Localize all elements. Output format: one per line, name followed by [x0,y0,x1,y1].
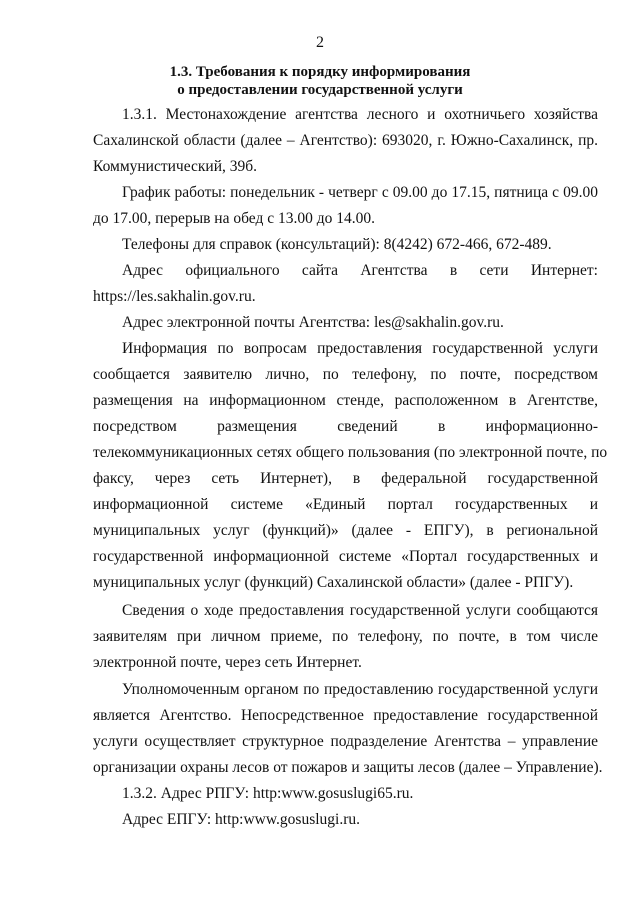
text-line: Информация по вопросам предоставления государственной услуги [122,340,598,357]
text-line: Уполномоченным органом по предоставлению государственной услуги [122,681,598,698]
text-line: факсу, через сеть Интернет), в федеральной государственной [93,470,598,487]
text-line: является Агентство. Непосредственное предоставление государственной [93,707,598,724]
text-line: посредством размещения сведений в информационно- [93,418,598,435]
text-line: Адрес электронной почты Агентства: les@sakhalin.gov.ru. [122,314,504,331]
text-line: https://les.sakhalin.gov.ru. [93,288,256,305]
text-line: Коммунистический, 39б. [93,158,257,175]
text-line: Адрес официального сайта Агентства в сети Интернет: [122,262,598,279]
text-line: электронной почте, через сеть Интернет. [93,654,362,671]
text-line: сообщается заявителю лично, по телефону, по почте, посредством [93,366,598,383]
text-line: Телефоны для справок (консультаций): 8(4242) 672-466, 672-489. [122,236,552,253]
heading-line: о предоставлении государственной услуги [177,82,463,98]
text-line: 1.3.1. Местонахождение агентства лесного и охотничьего хозяйства [122,106,598,123]
text-line: заявителям при личном приеме, по телефону, по почте, в том числе [93,628,598,645]
text-line: услуги осуществляет структурное подразделение Агентства – управление [93,733,598,750]
text-line: организации охраны лесов от пожаров и защиты лесов (далее – Управление). [93,759,603,776]
text-line: информационной системе «Единый портал государственных и [93,496,598,513]
section-heading [0,63,640,99]
text-line: муниципальных услуг (функций) Сахалинской области» (далее - РПГУ). [93,574,574,591]
text-line: Адрес ЕПГУ: http:www.gosuslugi.ru. [122,811,360,828]
heading-line: 1.3. Требования к порядку информирования [169,64,471,80]
page-number: 2 [316,34,324,51]
text-line: Сахалинской области (далее – Агентство): 693020, г. Южно-Сахалинск, пр. [93,132,598,149]
text-line: государственной информационной системе «Портал государственных и [93,548,598,565]
text-line: телекоммуникационных сетях общего пользования (по электронной почте, по [93,444,608,461]
text-line: муниципальных услуг (функций)» (далее - ЕПГУ), в региональной [93,522,598,539]
text-line: 1.3.2. Адрес РПГУ: http:www.gosuslugi65.ru. [122,785,414,802]
text-line: Сведения о ходе предоставления государственной услуги сообщаются [122,602,598,619]
text-line: размещения на информационном стенде, расположенном в Агентстве, [93,392,598,409]
text-line: График работы: понедельник - четверг с 09.00 до 17.15, пятница с 09.00 [122,184,598,201]
text-line: до 17.00, перерыв на обед с 13.00 до 14.00. [93,210,375,227]
